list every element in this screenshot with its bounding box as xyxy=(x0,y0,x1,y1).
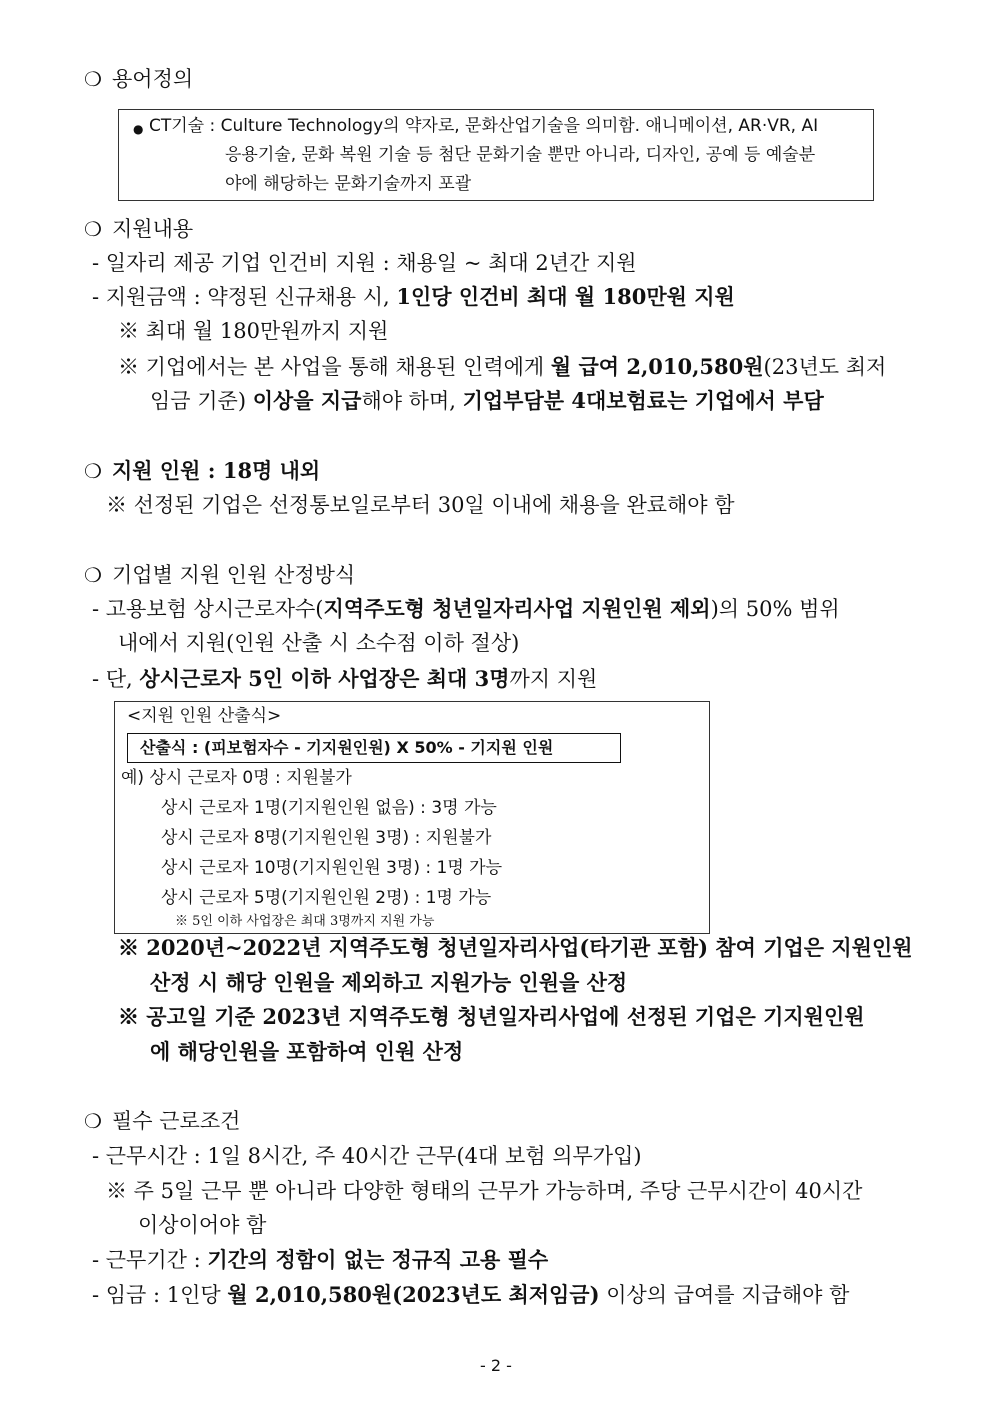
definition-line: CT기술 : Culture Technology의 약자로, 문화산업기술을 의미함. 애니메이션, AR·VR, AI xyxy=(149,116,819,136)
hollow-circle-icon: ❍ xyxy=(84,1109,102,1133)
text-span: - 단, xyxy=(92,667,140,691)
calculation-box xyxy=(114,701,710,934)
calc-footnote: ※ 5인 이하 사업장은 최대 3명까지 지원 가능 xyxy=(175,914,435,929)
calc-example: 상시 근로자 8명(기지원인원 3명) : 지원불가 xyxy=(161,828,492,848)
conditions-note: ※ 주 5일 근무 뿐 아니라 다양한 형태의 근무가 가능하며, 주당 근무시간이 40시간 xyxy=(106,1179,863,1203)
method-note xyxy=(150,968,627,998)
calc-example: 상시 근로자 5명(기지원인원 2명) : 1명 가능 xyxy=(161,888,492,908)
emphasis: 기간의 정함이 없는 정규직 고용 필수 xyxy=(207,1247,549,1272)
definition-line: 야에 해당하는 문화기술까지 포괄 xyxy=(225,174,472,194)
page-number: - 2 - xyxy=(480,1356,512,1375)
support-note-wage xyxy=(118,352,886,382)
definition-line: 응용기술, 문화 복원 기술 등 첨단 문화기술 뿐만 아니라, 디자인, 공예 등 예술분 xyxy=(225,145,816,165)
hollow-circle-icon: ❍ xyxy=(84,217,102,241)
definition-box xyxy=(118,109,874,201)
hollow-circle-icon: ❍ xyxy=(84,563,102,587)
support-amount-label: - 지원금액 : 약정된 신규채용 시, xyxy=(92,285,397,309)
emphasis: ※ 공고일 기준 2023년 지역주도형 청년일자리사업에 선정된 기업은 기지원인원 xyxy=(118,1004,865,1029)
headcount-note: ※ 선정된 기업은 선정통보일로부터 30일 이내에 채용을 완료해야 함 xyxy=(106,493,735,517)
calc-example-lead: 예) 상시 근로자 0명 : 지원불가 xyxy=(121,768,352,788)
method-line xyxy=(92,664,597,694)
support-amount-line xyxy=(92,282,735,312)
text-span: 임금 기준) xyxy=(150,389,253,413)
support-note-wage-cont xyxy=(150,386,824,416)
text-span: - 근무기간 : xyxy=(92,1248,208,1272)
method-note xyxy=(118,933,913,963)
hollow-circle-icon: ❍ xyxy=(84,67,102,91)
method-line: 내에서 지원(인원 산출 시 소수점 이하 절상) xyxy=(118,631,520,655)
bullet-icon: ● xyxy=(133,122,144,136)
text-span: ※ 기업에서는 본 사업을 통해 채용된 인력에게 xyxy=(118,355,551,379)
conditions-period xyxy=(92,1245,548,1275)
method-note xyxy=(150,1037,463,1067)
text-span: - 고용보험 상시근로자수( xyxy=(92,597,324,621)
section-heading-conditions: 필수 근로조건 xyxy=(112,1109,241,1133)
emphasis: ※ 2020년~2022년 지역주도형 청년일자리사업(타기관 포함) 참여 기업은 지원인원 xyxy=(118,935,913,960)
emphasis: 지역주도형 청년일자리사업 지원인원 제외 xyxy=(323,596,711,621)
wage-amount: 월 급여 2,010,580원 xyxy=(550,354,764,379)
section-heading-terms: 용어정의 xyxy=(112,67,194,91)
emphasis: 이상을 지급 xyxy=(252,388,362,413)
emphasis: 에 해당인원을 포함하여 인원 산정 xyxy=(150,1039,464,1064)
text-span: )의 50% 범위 xyxy=(710,597,840,621)
text-span: 까지 지원 xyxy=(509,667,598,691)
conditions-wage xyxy=(92,1280,849,1310)
text-span: 이상의 급여를 지급해야 함 xyxy=(599,1283,850,1307)
calc-example: 상시 근로자 10명(기지원인원 3명) : 1명 가능 xyxy=(161,858,503,878)
method-note xyxy=(118,1002,865,1032)
support-amount-value: 1인당 인건비 최대 월 180만원 지원 xyxy=(396,284,735,309)
method-line xyxy=(92,594,840,624)
calc-title: <지원 인원 산출식> xyxy=(127,706,282,726)
emphasis: 산정 시 해당 인원을 제외하고 지원가능 인원을 산정 xyxy=(150,970,628,995)
headcount-title: 지원 인원 : 18명 내외 xyxy=(112,458,321,483)
emphasis: 월 2,010,580원(2023년도 최저임금) xyxy=(227,1282,600,1307)
conditions-hours: - 근무시간 : 1일 8시간, 주 40시간 근무(4대 보험 의무가입) xyxy=(92,1144,642,1168)
text-span: (23년도 최저 xyxy=(763,355,887,379)
section-heading-support: 지원내용 xyxy=(112,217,194,241)
conditions-note: 이상이어야 함 xyxy=(138,1213,267,1237)
calc-example: 상시 근로자 1명(기지원인원 없음) : 3명 가능 xyxy=(161,798,497,818)
support-note-max: ※ 최대 월 180만원까지 지원 xyxy=(118,319,389,343)
section-heading-headcount xyxy=(112,456,320,486)
calc-formula: 산출식 : (피보험자수 - 기지원인원) X 50% - 기지원 인원 xyxy=(127,733,621,763)
emphasis: 상시근로자 5인 이하 사업장은 최대 3명 xyxy=(139,666,510,691)
text-span: - 임금 : 1인당 xyxy=(92,1283,228,1307)
hollow-circle-icon: ❍ xyxy=(84,459,102,483)
support-period-line: - 일자리 제공 기업 인건비 지원 : 채용일 ~ 최대 2년간 지원 xyxy=(92,251,637,275)
text-span: 해야 하며, xyxy=(361,389,463,413)
emphasis: 기업부담분 4대보험료는 기업에서 부담 xyxy=(462,388,824,413)
section-heading-method: 기업별 지원 인원 산정방식 xyxy=(112,563,356,587)
